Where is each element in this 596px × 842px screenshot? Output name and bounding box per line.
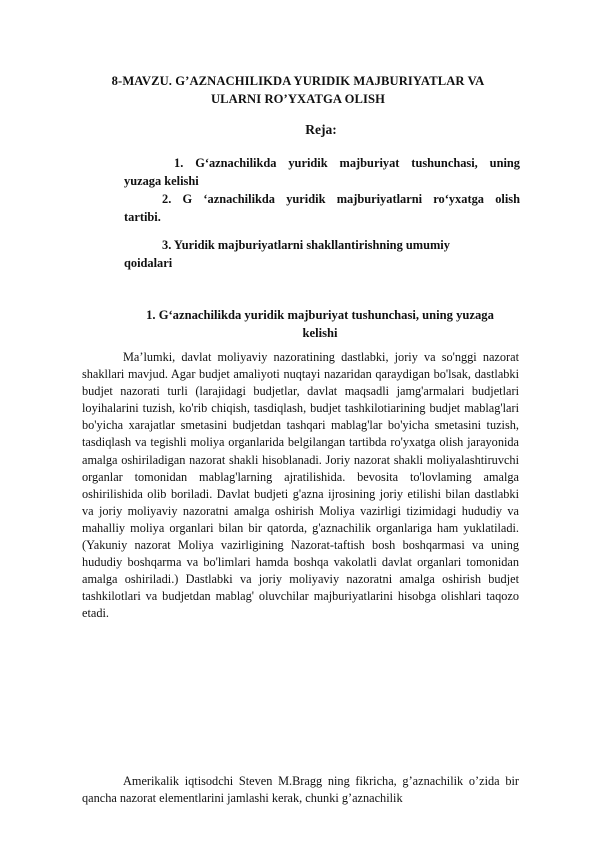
plan-item-1 <box>124 154 520 190</box>
plan-item-1-line-1: 1. G‘aznachilikda yuridik majburiyat tushunchasi, uning <box>174 156 520 170</box>
plan-item-3-line-1: 3. Yuridik majburiyatlarni shakllantirishning umumiy <box>162 238 450 252</box>
plan-item-2-line-2: tartibi. <box>124 210 161 224</box>
plan-item-2-line-1: 2. G ‘aznachilikda yuridik majburiyatlarni ro‘yxatga olish <box>162 192 520 206</box>
section-heading-line-2: kelishi <box>302 326 338 340</box>
section-heading-line-1: 1. G‘aznachilikda yuridik majburiyat tushunchasi, uning yuzaga <box>146 308 494 322</box>
page-title-line-2: ULARNI RO’YXATGA OLISH <box>210 92 386 106</box>
plan-heading: Reja: <box>305 122 337 137</box>
body-paragraph-2: Amerikalik iqtisodchi Steven M.Bragg ning fikricha, g’aznachilik o’zida bir qancha nazorat elementlarini jamlashi kerak, chunki g’aznachilik <box>82 774 519 806</box>
plan-item-2 <box>124 190 520 226</box>
plan-item-3 <box>124 236 520 272</box>
page-title-line-1: 8-MAVZU. G’AZNACHILIKDA YURIDIK MAJBURIYATLAR VA <box>111 74 485 88</box>
section-heading <box>120 306 520 342</box>
body-paragraph-1: Ma’lumki, davlat moliyaviy nazoratining dastlabki, joriy va so'nggi nazorat shakllari mavjud. Agar budjet amaliyoti nuqtayi nazaridan qaraydigan bo'lsak, dastlabki budjet nazorati turli (larajidagi budjetlar, davlat maqsadli jamg'armalari budjetlari loyihalarini tuzish, ko'rib chiqish, tasdiqlash, budjet tashkilotiarining budjet mablag'lari bo'yicha xarajatlar smetasini budjetdan tashqari mablag'lar bo'yicha smetasini tuzish, tasdiqlash va tegishli moliya organlarida belgilangan tartibda ro'yxatga olish jarayonida amalga oshiriladigan nazorat shakli hisoblanadi. Joriy nazorat shakli moliyalashtiruvchi organlar tomonidan mablag'larning ajratilishida. bevosita to'lovlaming amalga oshirilishida olib boriladi. Davlat budjeti g'azna ijrosining joriy etilishi bilan dastlabki va joriy moliyaviy nazoratni amalga oshirish Moliya vazirligi tizimidagi hududiy va mahalliy moliya organlari bilan bir qatorda, g'aznachilik organlariga ham yuklatiladi. (Yakuniy nazorat Moliya vazirligining Nazorat-taftish bosh boshqarmasi va uning hududiy boshqarma va bo'limlari hamda boshqa vakolatli davlat organlari tomonidan amalga oshiriladi.) Dastlabki va joriy moliyaviy nazoratni amalga oshirish budjet tashkilotlari va budjetdan mablag' oluvchilar majburiyatlarini hisobga olishlari taqozo etadi. <box>82 350 519 621</box>
page-title <box>70 72 526 108</box>
plan-item-3-line-2: qoidalari <box>124 256 173 270</box>
plan-item-1-line-2: yuzaga kelishi <box>124 174 199 188</box>
